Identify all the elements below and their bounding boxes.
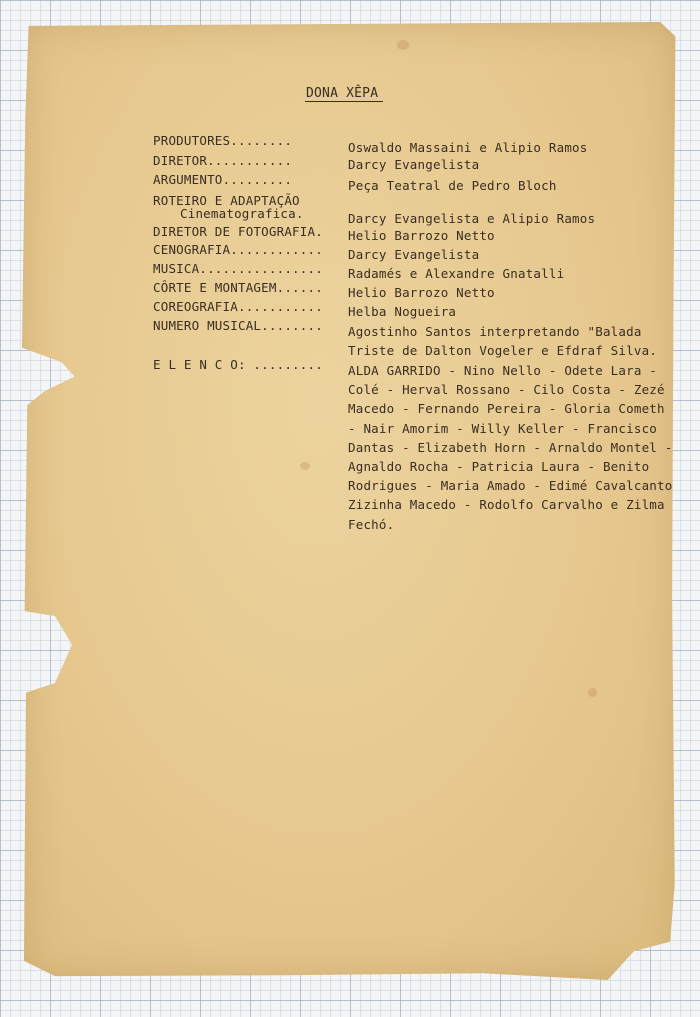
credit-value: Helio Barrozo Netto xyxy=(348,285,495,300)
credit-label: PRODUTORES........ xyxy=(153,133,293,148)
title-underline xyxy=(305,101,383,102)
credit-label: DIRETOR........... xyxy=(153,153,293,168)
credit-label: ARGUMENTO......... xyxy=(153,172,293,187)
credit-value: Darcy Evangelista xyxy=(348,247,480,262)
credit-value: Peça Teatral de Pedro Bloch xyxy=(348,178,557,193)
credit-label: CENOGRAFIA............ xyxy=(153,242,323,257)
credit-value: Radamés e Alexandre Gnatalli xyxy=(348,266,565,281)
credit-value: Oswaldo Massaini e Alipio Ramos xyxy=(348,140,588,155)
cast-list: ALDA GARRIDO - Nino Nello - Odete Lara - Colé - Herval Rossano - Cilo Costa - Zezé Macedo - Fernando Pereira - Gloria Cometh - Nair Amorim - Willy Keller - Francisco Dantas - Elizabeth Horn - Arnaldo Montel - Agnaldo Rocha - Patricia Laura - Benito Rodrigues - Maria Amado - Edimé Cavalcanto Zizinha Macedo - Rodolfo Carvalho e Zilma Fechó. xyxy=(348,363,673,532)
credit-value: Helba Nogueira xyxy=(348,304,457,319)
credit-value: Agostinho Santos interpretando "Balada xyxy=(348,324,642,339)
credit-label: ROTEIRO E ADAPTAÇÃO xyxy=(153,193,300,208)
stain xyxy=(300,462,310,470)
stain xyxy=(397,40,409,50)
credit-label: DIRETOR DE FOTOGRAFIA. xyxy=(153,224,323,239)
cast-label: E L E N C O: ......... xyxy=(153,357,323,372)
credit-label: MUSICA................ xyxy=(153,261,323,276)
credit-label: CÔRTE E MONTAGEM...... xyxy=(153,280,323,295)
credit-value: Darcy Evangelista xyxy=(348,157,480,172)
stain xyxy=(588,688,597,697)
credit-value: Triste de Dalton Vogeler e Efdraf Silva. xyxy=(348,343,658,358)
document-title: DONA XÊPA xyxy=(306,86,379,101)
credit-label: NUMERO MUSICAL........ xyxy=(153,318,323,333)
credit-value: Helio Barrozo Netto xyxy=(348,228,495,243)
credit-label: Cinematografica. xyxy=(180,206,304,221)
credit-value: Darcy Evangelista e Alipio Ramos xyxy=(348,211,596,226)
credit-label: COREOGRAFIA........... xyxy=(153,299,323,314)
